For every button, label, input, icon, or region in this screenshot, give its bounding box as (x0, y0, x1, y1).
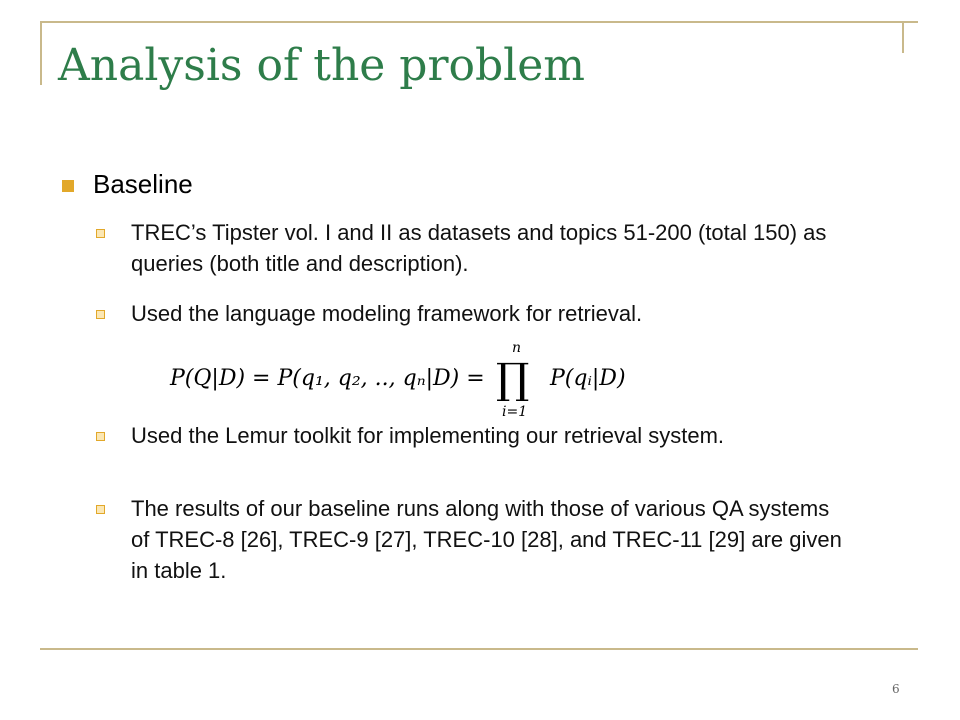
frame-right-line (902, 21, 904, 53)
sub-bullet-text: TREC’s Tipster vol. I and II as datasets and topics 51-200 (total 150) as queries (both title and description). (131, 220, 827, 276)
frame-top-line (40, 21, 918, 23)
formula-lhs: P(Q|D) = P(q₁, q₂, .., qₙ|D) = (170, 366, 485, 391)
sub-bullet-datasets (96, 217, 836, 279)
sub-bullet-results (96, 493, 842, 586)
formula-lower-limit: i=1 (502, 404, 528, 420)
sub-bullet-square-icon (96, 229, 105, 238)
sub-bullet-square-icon (96, 505, 105, 514)
sub-bullet-text: The results of our baseline runs along with those of various QA systems of TREC-8 [26], TREC-9 [27], TREC-10 [28], and TREC-11 [29] are given in table 1. (131, 496, 842, 583)
page-number: 6 (892, 682, 900, 696)
bullet-square-icon (62, 180, 74, 192)
sub-bullet-language-model (96, 298, 836, 329)
sub-bullet-text: Used the language modeling framework for retrieval. (131, 301, 643, 326)
frame-bottom-line (40, 648, 918, 650)
bullet-label: Baseline (93, 169, 193, 199)
formula-upper-limit: n (512, 340, 522, 356)
formula-query-likelihood (170, 340, 650, 424)
formula-rhs: P(qᵢ|D) (550, 366, 626, 391)
sub-bullet-lemur (96, 420, 836, 482)
product-symbol: ∏ (496, 354, 530, 403)
frame-left-line (40, 21, 42, 85)
slide-title: Analysis of the problem (58, 40, 585, 91)
sub-bullet-square-icon (96, 432, 105, 441)
sub-bullet-square-icon (96, 310, 105, 319)
sub-bullet-text: Used the Lemur toolkit for implementing our retrieval system. (131, 423, 725, 448)
